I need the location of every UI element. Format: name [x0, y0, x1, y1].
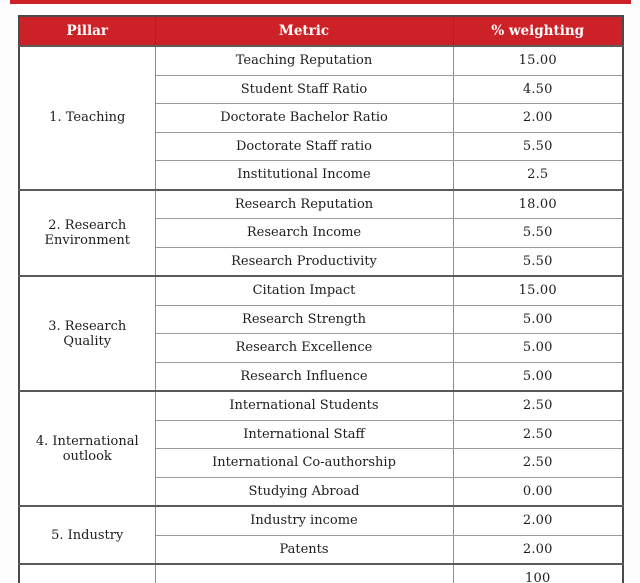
- weight-cell: 2.00: [453, 506, 623, 535]
- weight-cell: 5.00: [453, 334, 623, 363]
- weight-cell: 2.50: [453, 420, 623, 449]
- total-row: [19, 564, 623, 583]
- metric-cell: Research Influence: [155, 362, 453, 391]
- table-row: [19, 506, 623, 535]
- header-pillar: Pillar: [19, 16, 155, 46]
- metric-cell: Doctorate Bachelor Ratio: [155, 104, 453, 133]
- pillar-cell: 4. International outlook: [19, 391, 155, 506]
- pillar-group: [19, 391, 623, 506]
- weight-cell: 2.50: [453, 391, 623, 420]
- weight-cell: 4.50: [453, 75, 623, 104]
- weight-cell: 5.00: [453, 305, 623, 334]
- metric-cell: International Students: [155, 391, 453, 420]
- metric-cell: [155, 564, 453, 583]
- metric-cell: Citation Impact: [155, 276, 453, 305]
- metric-cell: Research Strength: [155, 305, 453, 334]
- metric-cell: Institutional Income: [155, 161, 453, 190]
- pillar-cell: [19, 564, 155, 583]
- table-row: [19, 276, 623, 305]
- pillar-cell: 1. Teaching: [19, 46, 155, 190]
- metric-cell: Teaching Reputation: [155, 46, 453, 75]
- metric-cell: Patents: [155, 535, 453, 564]
- metric-cell: Student Staff Ratio: [155, 75, 453, 104]
- weight-cell: 18.00: [453, 190, 623, 219]
- weight-cell: 15.00: [453, 276, 623, 305]
- table-header: [19, 16, 623, 46]
- weight-cell: 15.00: [453, 46, 623, 75]
- pillar-group: [19, 506, 623, 564]
- metric-cell: Industry income: [155, 506, 453, 535]
- weight-cell: 5.50: [453, 132, 623, 161]
- metric-cell: Research Excellence: [155, 334, 453, 363]
- weight-cell: 2.00: [453, 535, 623, 564]
- metric-cell: International Staff: [155, 420, 453, 449]
- weight-cell: 5.00: [453, 362, 623, 391]
- pillar-group: [19, 46, 623, 190]
- header-metric: Metric: [155, 16, 453, 46]
- total-group: [19, 564, 623, 583]
- pillar-cell: 2. Research Environment: [19, 190, 155, 277]
- metric-cell: Doctorate Staff ratio: [155, 132, 453, 161]
- total-weight-cell: 100: [453, 564, 623, 583]
- pillar-cell: 3. Research Quality: [19, 276, 155, 391]
- metric-cell: International Co-authorship: [155, 449, 453, 478]
- metric-cell: Research Income: [155, 219, 453, 248]
- weight-cell: 2.00: [453, 104, 623, 133]
- table-row: [19, 391, 623, 420]
- pillar-group: [19, 276, 623, 391]
- weight-cell: 2.50: [453, 449, 623, 478]
- weight-cell: 5.50: [453, 219, 623, 248]
- metric-cell: Research Reputation: [155, 190, 453, 219]
- pillar-cell: 5. Industry: [19, 506, 155, 564]
- table-row: [19, 190, 623, 219]
- metric-cell: Studying Abroad: [155, 477, 453, 506]
- pillar-group: [19, 190, 623, 277]
- weight-cell: 5.50: [453, 247, 623, 276]
- weighting-table: [18, 15, 624, 583]
- top-red-divider: [10, 0, 631, 4]
- weight-cell: 2.5: [453, 161, 623, 190]
- header-row: [19, 16, 623, 46]
- weight-cell: 0.00: [453, 477, 623, 506]
- header-weighting: % weighting: [453, 16, 623, 46]
- table-row: [19, 46, 623, 75]
- metric-cell: Research Productivity: [155, 247, 453, 276]
